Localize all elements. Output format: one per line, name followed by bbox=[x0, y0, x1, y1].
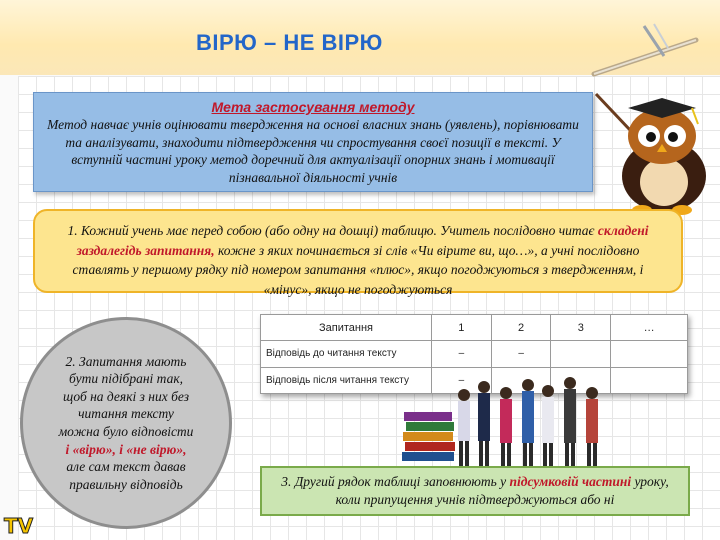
step1-text-end: кожне з яких починається зі слів «Чи вірите ви, що…», а учні послідовно ставлять у першому рядку під номером запитання «плюс», якщо погоджуються з твердженням, і «мінус», якщо не погоджуються bbox=[72, 242, 644, 297]
table-cell bbox=[611, 367, 688, 394]
page-title: ВІРЮ – НЕ ВІРЮ bbox=[196, 30, 383, 55]
goal-heading: Мета застосування методу bbox=[211, 99, 415, 115]
step1-text-start: 1. Кожний учень має перед собою (або одну на дошці) таблицю. Учитель послідовно читає bbox=[67, 223, 598, 238]
table-header-cell: 1 bbox=[432, 315, 492, 341]
table-cell: – bbox=[432, 341, 492, 368]
step2-text-end: але сам текст давав правильну відповідь bbox=[66, 459, 186, 492]
table-header-cell: 2 bbox=[491, 315, 551, 341]
table-row bbox=[261, 341, 688, 368]
pencil-icon bbox=[584, 22, 704, 82]
tv-logo: TV bbox=[4, 514, 34, 538]
table-header-cell: Запитання bbox=[261, 315, 432, 341]
step3-highlight: підсумковій частині bbox=[509, 474, 632, 489]
table-header-cell: … bbox=[611, 315, 688, 341]
step2-text-start: 2. Запитання мають бути підібрані так, щоб на деякі з них без читання тексту можна було відповісти bbox=[58, 353, 194, 439]
goal-box bbox=[33, 92, 593, 192]
students-icon bbox=[444, 373, 609, 473]
table-cell bbox=[551, 341, 611, 368]
table-header-cell: 3 bbox=[551, 315, 611, 341]
goal-text: Метод навчає учнів оцінювати твердження на основі власних знань (уявлень), порівнювати та аналізувати, знаходити підтвердження чи спростування своєї позиції в тексті. У вступній частині уроку метод доречний для актуалізації опорних знань і мотивації пізнавальної діяльності учнів bbox=[47, 117, 579, 185]
step1-box bbox=[33, 209, 683, 297]
step2-highlight: і «вірю», і «не вірю», bbox=[65, 441, 187, 457]
step3-text-end: уроку, коли припущення учнів підтверджуються або ні bbox=[335, 474, 669, 508]
owl-mascot-icon bbox=[592, 90, 720, 218]
step3-box bbox=[260, 466, 690, 516]
table-cell: – bbox=[432, 367, 492, 394]
step2-circle bbox=[20, 317, 232, 529]
table-cell bbox=[611, 341, 688, 368]
table-cell: – bbox=[491, 341, 551, 368]
table-cell: Відповідь після читання тексту bbox=[261, 367, 432, 394]
table-cell: Відповідь до читання тексту bbox=[261, 341, 432, 368]
table-header-row bbox=[261, 315, 688, 341]
step3-text-start: 3. Другий рядок таблиці заповнюють у bbox=[281, 474, 510, 489]
step1-highlight: складені заздалегідь запитання, bbox=[76, 223, 649, 258]
